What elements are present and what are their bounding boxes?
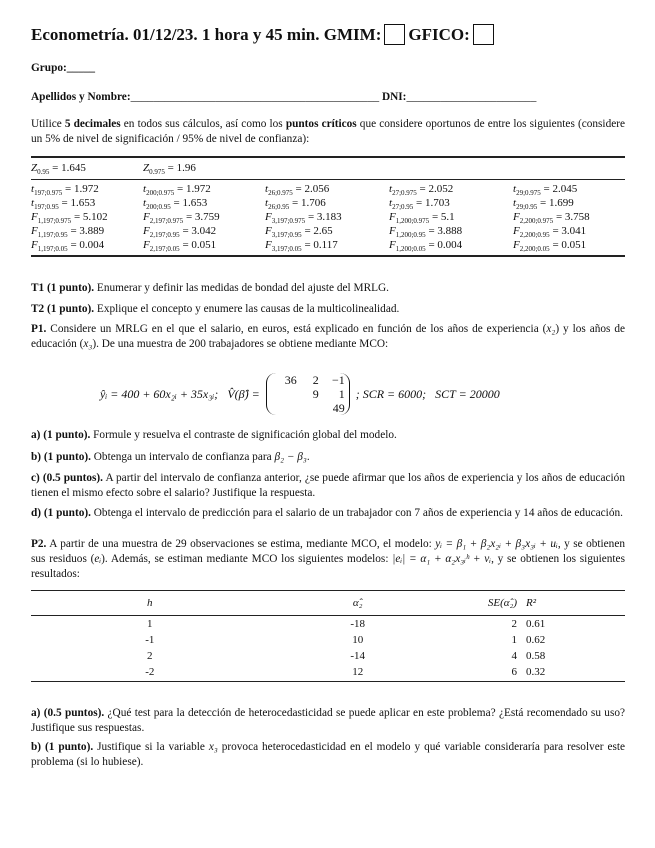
question-p2: P2. A partir de una muestra de 29 observaciones se estima, mediante MCO, el modelo: yᵢ = β₁ + β₂x₂ᵢ + β₃x₃ᵢ + uᵢ, y se obtienen sus residuos (eᵢ). Además, se estiman mediante MCO los siguientes modelos: |eᵢ| = α₁ + α₂x₃ᵢʰ + νᵢ, y se obtienen los siguientes resultados: bbox=[31, 538, 625, 580]
table-cell: 10 bbox=[352, 634, 364, 646]
p1-formula bbox=[100, 372, 560, 416]
critical-value: $F_{1,197;0.975} = 5.102$ bbox=[31, 211, 108, 226]
dni-line: _______________________ bbox=[406, 91, 537, 103]
matrix-entry bbox=[297, 401, 319, 415]
results-table bbox=[31, 590, 625, 682]
dni-label: DNI: bbox=[381, 91, 407, 103]
table-bottom-rule bbox=[31, 255, 625, 257]
gmim-checkbox[interactable] bbox=[384, 24, 405, 45]
critical-value: $t_{26;0.95} = 1.706$ bbox=[265, 197, 326, 212]
critical-value: $t_{29;0.95} = 1.699$ bbox=[513, 197, 574, 212]
matrix-entry bbox=[271, 387, 297, 401]
table-cell: 2 bbox=[147, 650, 153, 662]
table-mid-rule bbox=[31, 179, 625, 180]
table-cell: 4 bbox=[511, 650, 518, 662]
critical-value: $F_{3,197;0.975} = 3.183$ bbox=[265, 211, 342, 226]
critical-value: $F_{2,200;0.05} = 0.051$ bbox=[513, 239, 587, 254]
name-label: Apellidos y Nombre: bbox=[31, 91, 131, 103]
critical-value: $t_{27;0.975} = 2.052$ bbox=[389, 183, 454, 198]
question-p2-b: b) (1 punto). Justifique si la variable x₃ provoca heterocedasticidad en el modelo y qué variable consideraría para resolver este problema (si lo hubiese). bbox=[31, 741, 626, 768]
table-cell: 6 bbox=[447, 664, 518, 682]
variance-matrix bbox=[266, 373, 350, 415]
critical-row bbox=[31, 196, 625, 210]
matrix-entry: 2 bbox=[312, 373, 319, 387]
variance-label: V̂(β̂) = bbox=[227, 386, 260, 401]
critical-value: $t_{27;0.95} = 1.703$ bbox=[389, 197, 450, 212]
matrix-entry: 49 bbox=[332, 401, 345, 415]
critical-value: $F_{2,200;0.975} = 3.758$ bbox=[513, 211, 590, 226]
critical-value: $F_{3,197;0.95} = 2.65$ bbox=[265, 225, 333, 240]
table-cell: 0.58 bbox=[526, 650, 546, 662]
table-cell: 0.61 bbox=[526, 618, 546, 630]
matrix-entry bbox=[271, 401, 297, 415]
gfico-label: GFICO: bbox=[408, 25, 470, 44]
matrix-entry: −1 bbox=[331, 373, 345, 387]
critical-value: $F_{2,197;0.95} = 3.042$ bbox=[143, 225, 217, 240]
question-p1-b: b) (1 punto). Obtenga un intervalo de confianza para β₂ − β₃. bbox=[31, 451, 310, 463]
table-row bbox=[31, 616, 625, 633]
table-row bbox=[31, 632, 625, 648]
critical-value: $F_{1,200;0.95} = 3.888$ bbox=[389, 225, 463, 240]
critical-value: $Z_{0.975} = 1.96$ bbox=[143, 162, 196, 177]
critical-value: $t_{197;0.95} = 1.653$ bbox=[31, 197, 96, 212]
table-cell: -1 bbox=[145, 634, 155, 646]
critical-row bbox=[31, 182, 625, 196]
col-r2: R² bbox=[518, 591, 625, 616]
col-alpha2: α̂₂ bbox=[269, 591, 447, 616]
critical-value: $t_{197;0.975} = 1.972$ bbox=[31, 183, 99, 198]
table-cell: 0.62 bbox=[526, 634, 546, 646]
gfico-checkbox[interactable] bbox=[473, 24, 494, 45]
table-cell: 2 bbox=[511, 618, 518, 630]
table-cell: 0.32 bbox=[518, 664, 625, 682]
table-cell: -2 bbox=[31, 664, 269, 682]
critical-value: $F_{3,197;0.05} = 0.117$ bbox=[265, 239, 338, 254]
table-top-rule bbox=[31, 156, 625, 158]
critical-value: $t_{200;0.95} = 1.653$ bbox=[143, 197, 208, 212]
critical-value: $Z_{0.95} = 1.645$ bbox=[31, 162, 86, 177]
critical-row bbox=[31, 238, 625, 252]
table-cell: -18 bbox=[350, 618, 366, 630]
grupo-field[interactable]: Grupo:_____ bbox=[31, 62, 96, 74]
critical-row bbox=[31, 224, 625, 238]
question-p1: P1. Considere un MRLG en el que el salario, en euros, está explicado en función de los años de experiencia (x₂) y los años de educación (x₃). De una muestra de 200 trabajadores se obtiene mediante MCO: bbox=[31, 323, 626, 350]
exam-title bbox=[31, 24, 497, 45]
col-h: h bbox=[31, 591, 269, 616]
name-line: ____________________________________________ bbox=[130, 91, 380, 103]
table-cell: 12 bbox=[269, 664, 447, 682]
critical-value: $t_{29;0.975} = 2.045$ bbox=[513, 183, 578, 198]
matrix-entry: 1 bbox=[338, 387, 345, 401]
critical-value: $t_{200;0.975} = 1.972$ bbox=[143, 183, 211, 198]
critical-value: $F_{1,200;0.05} = 0.004$ bbox=[389, 239, 463, 254]
z-values bbox=[31, 161, 625, 175]
table-cell: -14 bbox=[350, 650, 366, 662]
col-se: SE(α̂₂) bbox=[447, 591, 518, 616]
regression-equation: ŷᵢ = 400 + 60x₂ᵢ + 35x₃ᵢ; bbox=[100, 386, 219, 401]
name-field[interactable] bbox=[31, 90, 536, 105]
table-row bbox=[31, 648, 625, 664]
question-t1: T1 (1 punto). Enumerar y definir las medidas de bondad del ajuste del MRLG. bbox=[31, 282, 389, 294]
critical-values-table bbox=[31, 182, 625, 252]
sct-value: SCT = 20000 bbox=[435, 386, 500, 401]
title-text: Econometría. 01/12/23. 1 hora y 45 min. GMIM: bbox=[31, 25, 382, 44]
critical-value: $F_{2,200;0.95} = 3.041$ bbox=[513, 225, 587, 240]
table-cell: 1 bbox=[147, 618, 153, 630]
table-row bbox=[31, 664, 625, 682]
critical-value: $F_{1,197;0.05} = 0.004$ bbox=[31, 239, 105, 254]
instructions: Utilice 5 decimales en todos sus cálculos, así como los puntos críticos que considere oportunos de entre los siguientes (considere un 5% de nivel de significación / 95% de nivel de confianza): bbox=[31, 118, 626, 145]
critical-value: $t_{26;0.975} = 2.056$ bbox=[265, 183, 330, 198]
matrix-entry: 9 bbox=[312, 387, 319, 401]
matrix-entry: 36 bbox=[284, 373, 297, 387]
question-p1-a: a) (1 punto). Formule y resuelva el contraste de significación global del modelo. bbox=[31, 429, 397, 441]
critical-value: $F_{2,197;0.975} = 3.759$ bbox=[143, 211, 220, 226]
critical-value: $F_{2,197;0.05} = 0.051$ bbox=[143, 239, 217, 254]
table-cell: 1 bbox=[511, 634, 518, 646]
question-p1-d: d) (1 punto). Obtenga el intervalo de predicción para el salario de un trabajador con 7 años de experiencia y 14 años de educación. bbox=[31, 507, 623, 519]
question-t2: T2 (1 punto). Explique el concepto y enumere las causas de la multicolinealidad. bbox=[31, 303, 400, 315]
question-p2-a: a) (0.5 puntos). ¿Qué test para la detección de heterocedasticidad se puede aplicar en este problema? ¿Está recomendado su uso? Justifique sus respuestas. bbox=[31, 707, 625, 734]
scr-value: ; SCR = 6000; bbox=[355, 386, 427, 401]
critical-row bbox=[31, 210, 625, 224]
question-p1-c: c) (0.5 puntos). A partir del intervalo de confianza anterior, ¿se puede afirmar que los años de experiencia y los años de educación tienen el mismo efecto sobre el salario? Justifique la respuesta. bbox=[31, 472, 625, 499]
critical-value: $F_{1,197;0.95} = 3.889$ bbox=[31, 225, 105, 240]
critical-value: $F_{1,200;0.975} = 5.1$ bbox=[389, 211, 455, 226]
